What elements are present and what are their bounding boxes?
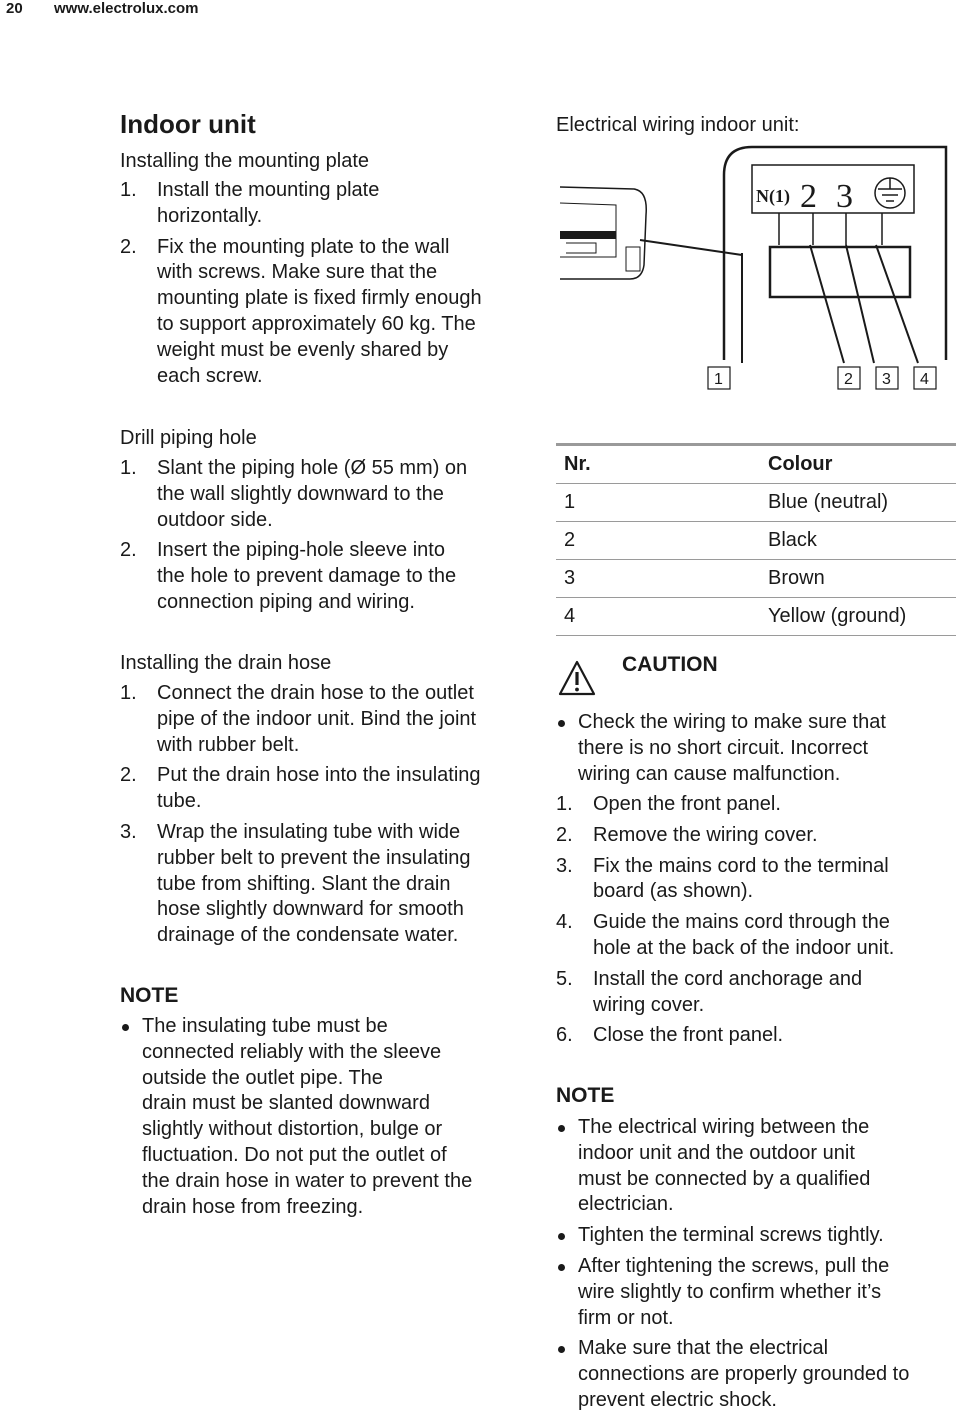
bullet-line: connected reliably with the sleeve	[142, 1040, 442, 1063]
step-line: drainage of the condensate water.	[157, 924, 459, 947]
step-line: wiring cover.	[593, 993, 705, 1016]
caution-step	[556, 792, 956, 818]
caution-steps	[556, 792, 956, 1049]
drain-step	[120, 763, 540, 815]
step-line: to support approximately 60 kg. The	[157, 312, 476, 335]
step-line: outdoor side.	[157, 508, 273, 531]
step-number: 1.	[120, 457, 137, 479]
terminal-label-3: 3	[836, 178, 853, 215]
bullet-line: outside the outlet pipe. The	[142, 1066, 383, 1089]
bullet-line: fluctuation. Do not put the outlet of	[142, 1143, 447, 1166]
step-line: with screws. Make sure that the	[157, 261, 438, 284]
bullet-line: electrician.	[578, 1193, 674, 1216]
bullet-line: there is no short circuit. Incorrect	[578, 736, 869, 759]
section-title-drain: Installing the drain hose	[120, 652, 332, 674]
step-number: 1.	[120, 179, 137, 201]
terminal-box	[724, 147, 946, 363]
drain-steps	[120, 681, 540, 949]
drill-step	[120, 538, 540, 615]
caution-step	[556, 910, 956, 962]
table-cell: 4	[556, 598, 760, 636]
callout-4: 4	[920, 371, 929, 388]
terminal-label-n1: N(1)	[756, 186, 790, 206]
wiring-diagram	[556, 145, 956, 395]
bullet-line: drain hose from freezing.	[142, 1195, 364, 1218]
bullet-line: drain must be slanted downward	[142, 1092, 430, 1115]
caution-step	[556, 823, 956, 849]
step-number: 2.	[120, 539, 137, 562]
table-cell: Brown	[760, 560, 956, 598]
step-line: hole at the back of the indoor unit.	[593, 936, 895, 959]
step-number: 1.	[556, 793, 573, 815]
drill-steps	[120, 456, 540, 616]
step-line: Slant the piping hole (Ø 55 mm) on	[157, 457, 468, 479]
step-line: Close the front panel.	[593, 1024, 784, 1047]
bullet-line: After tightening the screws, pull the	[578, 1254, 890, 1277]
table-row	[556, 522, 956, 560]
bullet-line: Make sure that the electrical	[578, 1337, 829, 1360]
step-number: 3.	[556, 854, 573, 877]
step-number: 2.	[120, 764, 137, 787]
callout-2: 2	[844, 371, 853, 388]
step-number: 5.	[556, 967, 573, 990]
note-title-right: NOTE	[556, 1084, 615, 1107]
bullet-line: must be connected by a qualified	[578, 1167, 871, 1190]
warning-triangle-icon	[558, 660, 596, 696]
step-number: 3.	[120, 820, 137, 843]
note-bullet	[556, 1115, 956, 1218]
bullet-line: indoor unit and the outdoor unit	[578, 1141, 855, 1164]
callouts	[708, 367, 936, 389]
caution-step	[556, 1023, 956, 1049]
step-line: rubber belt to prevent the insulating	[157, 846, 471, 869]
table-header-row	[556, 445, 956, 484]
caution-bullet	[556, 710, 956, 787]
table-header-nr: Nr.	[556, 445, 760, 484]
table-row	[556, 560, 956, 598]
step-line: Put the drain hose into the insulating	[157, 764, 481, 787]
step-line: weight must be evenly shared by	[157, 338, 449, 361]
bullet-line: Check the wiring to make sure that	[578, 711, 886, 733]
table-cell: 1	[556, 484, 760, 522]
terminal-labels	[756, 178, 853, 215]
caution-title: CAUTION	[622, 653, 718, 676]
terminal-label-2: 2	[800, 178, 817, 215]
step-line: Wrap the insulating tube with wide	[157, 820, 461, 843]
bullet-line: The electrical wiring between the	[578, 1116, 870, 1138]
callout-1: 1	[714, 371, 723, 388]
diagram-title: Electrical wiring indoor unit:	[556, 114, 800, 136]
page-number: 20	[6, 0, 23, 17]
table-cell: 2	[556, 522, 760, 560]
drain-step	[120, 681, 540, 758]
step-number: 2.	[120, 235, 137, 258]
step-line: Fix the mains cord to the terminal	[593, 854, 889, 877]
step-line: Insert the piping-hole sleeve into	[157, 539, 445, 562]
note-bullet	[556, 1223, 956, 1249]
step-line: connection piping and wiring.	[157, 590, 415, 613]
drain-step	[120, 820, 540, 949]
bullet-line: The insulating tube must be	[142, 1015, 388, 1037]
note-bullet	[120, 1014, 540, 1220]
indoor-unit-sketch	[560, 187, 742, 279]
step-line: tube.	[157, 790, 202, 813]
caution-step	[556, 967, 956, 1019]
bullet-line: slightly without distortion, bulge or	[142, 1118, 443, 1141]
step-line: Connect the drain hose to the outlet	[157, 682, 474, 704]
table-cell: Black	[760, 522, 956, 560]
step-number: 2.	[556, 823, 573, 846]
table-cell: Blue (neutral)	[760, 484, 956, 522]
step-line: mounting plate is fixed firmly enough	[157, 287, 482, 310]
step-line: the hole to prevent damage to the	[157, 565, 457, 588]
step-line: with rubber belt.	[157, 733, 300, 756]
bullet-line: prevent electric shock.	[578, 1388, 777, 1411]
step-line: horizontally.	[157, 204, 263, 227]
step-line: the wall slightly downward to the	[157, 482, 444, 505]
table-row	[556, 598, 956, 636]
bullet-line: the drain hose in water to prevent the	[142, 1169, 473, 1192]
note-bullet	[556, 1254, 956, 1331]
callout-3: 3	[882, 371, 891, 388]
bullet-line: firm or not.	[578, 1306, 674, 1329]
table-cell: 3	[556, 560, 760, 598]
step-line: hose slightly downward for smooth	[157, 898, 464, 921]
step-line: Install the mounting plate	[157, 179, 380, 201]
caution-step	[556, 854, 956, 906]
table-row	[556, 484, 956, 522]
note-bullet	[556, 1336, 956, 1413]
step-number: 4.	[556, 911, 573, 934]
ground-symbol-icon	[875, 178, 905, 208]
bullet-line: connections are properly grounded to	[578, 1363, 910, 1386]
mounting-step	[120, 178, 540, 230]
colour-table	[556, 443, 956, 636]
step-line: board (as shown).	[593, 880, 754, 903]
step-number: 1.	[120, 682, 137, 704]
page-title: Indoor unit	[120, 109, 256, 139]
section-title-mounting: Installing the mounting plate	[120, 150, 370, 172]
caution-bullets	[556, 710, 956, 787]
step-number: 6.	[556, 1024, 573, 1047]
mounting-step	[120, 235, 540, 390]
step-line: pipe of the indoor unit. Bind the joint	[157, 707, 477, 730]
mounting-steps	[120, 178, 540, 389]
table-cell: Yellow (ground)	[760, 598, 956, 636]
step-line: Fix the mounting plate to the wall	[157, 235, 450, 258]
step-line: Remove the wiring cover.	[593, 823, 818, 846]
note-bullets-left	[120, 1014, 540, 1220]
section-title-drill: Drill piping hole	[120, 427, 257, 449]
website-link[interactable]: www.electrolux.com	[54, 0, 199, 17]
step-line: Install the cord anchorage and	[593, 967, 863, 990]
table-header-colour: Colour	[760, 445, 956, 484]
note-bullets-right	[556, 1115, 956, 1414]
bullet-line: wiring can cause malfunction.	[578, 762, 841, 785]
step-line: each screw.	[157, 364, 263, 387]
bullet-line: wire slightly to confirm whether it’s	[578, 1280, 882, 1303]
step-line: tube from shifting. Slant the drain	[157, 872, 451, 895]
drill-step	[120, 456, 540, 533]
bullet-line: Tighten the terminal screws tightly.	[578, 1224, 884, 1247]
step-line: Open the front panel.	[593, 793, 781, 815]
step-line: Guide the mains cord through the	[593, 911, 890, 934]
note-title-left: NOTE	[120, 984, 179, 1007]
